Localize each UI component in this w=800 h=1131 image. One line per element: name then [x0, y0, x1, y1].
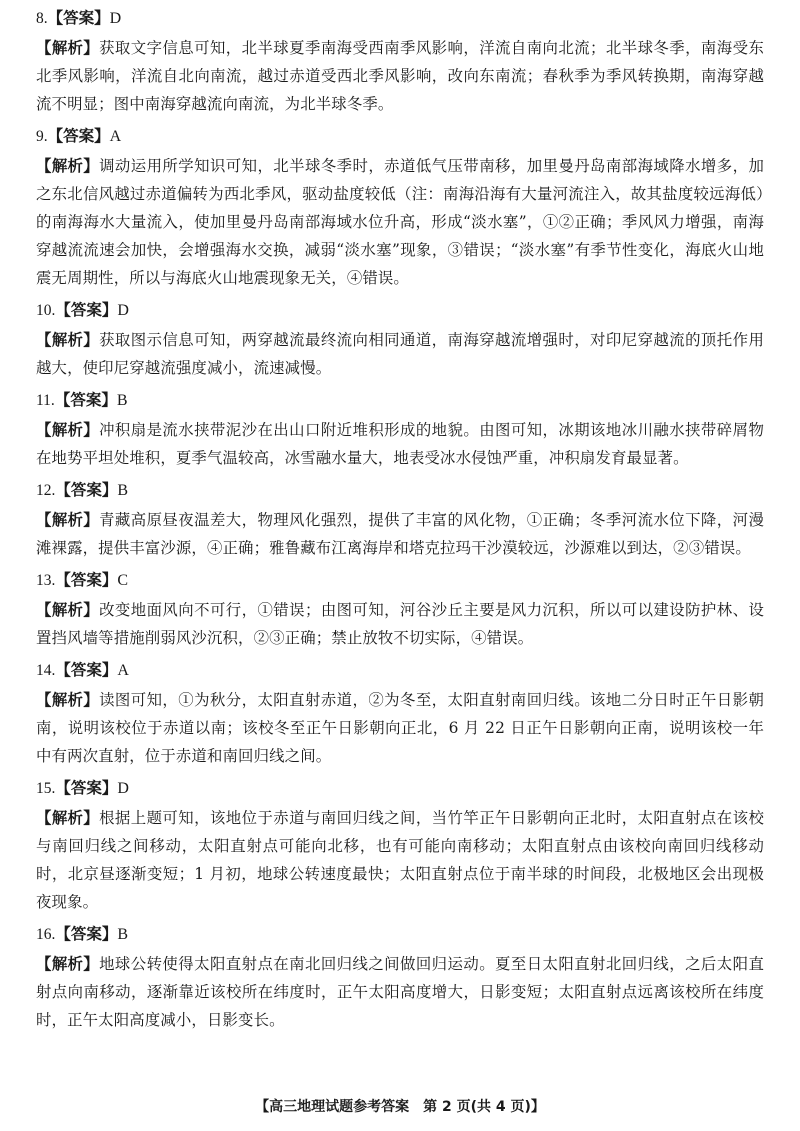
label-bracket-open: 【 [36, 955, 52, 973]
question-block-11 [36, 388, 764, 472]
label-bracket-close: 】 [83, 955, 100, 973]
answer-value: B [117, 482, 129, 499]
label-bracket-open: 【 [36, 39, 52, 57]
question-number: 11. [36, 392, 55, 409]
answer-label: 答案 [70, 391, 102, 409]
answer-line [36, 776, 764, 800]
explanation-paragraph [36, 416, 764, 472]
explanation-label: 解析 [51, 691, 84, 709]
explanation-paragraph [36, 326, 764, 382]
explanation-text: 根据上题可知，该地位于赤道与南回归线之间，当竹竿正午日影朝向正北时，太阳直射点在该校与南回归线之间移动，太阳直射点可能向北移，也有可能向南移动；太阳直射点由该校向南回归线移动时，北京昼逐渐变短；1 月初，地球公转速度最快；太阳直射点位于南半球的时间段，北极地区会出现极夜现象。 [36, 809, 764, 911]
explanation-paragraph [36, 596, 764, 652]
question-number: 14. [36, 662, 56, 679]
answer-line [36, 658, 764, 682]
explanation-paragraph [36, 152, 764, 292]
label-bracket-open: 【 [36, 157, 52, 175]
question-block-8 [36, 6, 764, 118]
question-number: 13. [36, 572, 56, 589]
answer-label: 答案 [70, 925, 102, 943]
answer-label: 答案 [63, 9, 95, 27]
answer-line [36, 568, 764, 592]
label-bracket-open: 【 [55, 925, 71, 943]
answer-line [36, 388, 764, 412]
question-block-13 [36, 568, 764, 652]
explanation-text: 读图可知，①为秋分，太阳直射赤道，②为冬至，太阳直射南回归线。该地二分日时正午日影朝南，说明该校位于赤道以南；该校冬至正午日影朝向正北，6 月 22 日正午日影朝向正南，说明该校一年中有两次直射，位于赤道和南回归线之间。 [36, 691, 764, 765]
explanation-label: 解析 [51, 955, 84, 973]
explanation-text: 地球公转使得太阳直射点在南北回归线之间做回归运动。夏至日太阳直射北回归线，之后太阳直射点向南移动，逐渐靠近该校所在纬度时，正午太阳高度增大，日影变短；太阳直射点远离该校所在纬度时，正午太阳高度减小，日影变长。 [36, 955, 764, 1029]
question-block-14 [36, 658, 764, 770]
explanation-text: 改变地面风向不可行，①错误；由图可知，河谷沙丘主要是风力沉积，所以可以建设防护林、设置挡风墙等措施削弱风沙沉积，②③正确；禁止放牧不切实际，④错误。 [36, 601, 764, 647]
answer-line [36, 922, 764, 946]
question-number: 12. [36, 482, 56, 499]
label-bracket-open: 【 [36, 331, 52, 349]
question-block-12 [36, 478, 764, 562]
label-bracket-close: 】 [83, 511, 100, 529]
question-number: 10. [36, 302, 56, 319]
label-bracket-close: 】 [83, 331, 100, 349]
explanation-label: 解析 [51, 331, 84, 349]
explanation-paragraph [36, 950, 764, 1034]
answer-value: D [109, 10, 122, 27]
answer-label: 答案 [70, 661, 102, 679]
explanation-text: 获取文字信息可知，北半球夏季南海受西南季风影响，洋流自南向北流；北半球冬季，南海受东北季风影响，洋流自北向南流，越过赤道受西北季风影响，改向东南流；春秋季为季风转换期，南海穿越流不明显；图中南海穿越流向南流，为北半球冬季。 [36, 39, 764, 113]
answer-label: 答案 [70, 779, 102, 797]
answer-label: 答案 [63, 127, 95, 145]
explanation-text: 冲积扇是流水挟带泥沙在出山口附近堆积形成的地貌。由图可知，冰期该地冰川融水挟带碎屑物在地势平坦处堆积，夏季气温较高，冰雪融水量大，地表受冰水侵蚀严重，冲积扇发育最显著。 [36, 421, 764, 467]
label-bracket-open: 【 [36, 601, 52, 619]
answer-value: A [109, 128, 122, 145]
label-bracket-close: 】 [101, 925, 118, 943]
label-bracket-open: 【 [55, 301, 71, 319]
answer-value: B [116, 392, 128, 409]
label-bracket-close: 】 [83, 809, 100, 827]
explanation-label: 解析 [51, 601, 84, 619]
label-bracket-close: 】 [83, 601, 100, 619]
label-bracket-close: 】 [101, 391, 117, 409]
label-bracket-close: 】 [101, 571, 118, 589]
page-footer: 【高三地理试题参考答案 第 2 页(共 4 页)】 [255, 1099, 545, 1115]
label-bracket-open: 【 [54, 391, 71, 409]
explanation-paragraph [36, 804, 764, 916]
question-block-15 [36, 776, 764, 916]
label-bracket-close: 】 [101, 661, 118, 679]
answer-label: 答案 [70, 571, 102, 589]
answer-line [36, 6, 764, 30]
question-block-16 [36, 922, 764, 1034]
question-block-10 [36, 298, 764, 382]
label-bracket-close: 】 [94, 9, 110, 27]
label-bracket-close: 】 [83, 157, 100, 175]
label-bracket-close: 】 [83, 39, 100, 57]
answer-list [36, 6, 764, 1040]
answer-line [36, 478, 764, 502]
answer-value: A [117, 662, 129, 679]
question-number: 15. [36, 780, 56, 797]
label-bracket-close: 】 [83, 421, 100, 439]
answer-label: 答案 [70, 301, 102, 319]
label-bracket-open: 【 [36, 511, 52, 529]
answer-line [36, 124, 764, 148]
label-bracket-open: 【 [36, 809, 52, 827]
label-bracket-open: 【 [36, 691, 52, 709]
explanation-label: 解析 [51, 511, 84, 529]
explanation-paragraph [36, 686, 764, 770]
question-block-9 [36, 124, 764, 292]
explanation-label: 解析 [51, 157, 84, 175]
explanation-label: 解析 [51, 421, 84, 439]
answer-value: D [117, 302, 129, 319]
label-bracket-open: 【 [55, 571, 71, 589]
label-bracket-open: 【 [55, 779, 71, 797]
label-bracket-open: 【 [47, 127, 64, 145]
label-bracket-open: 【 [36, 421, 52, 439]
explanation-paragraph [36, 34, 764, 118]
explanation-text: 青藏高原昼夜温差大，物理风化强烈，提供了丰富的风化物，①正确；冬季河流水位下降，河漫滩裸露，提供丰富沙源，④正确；雅鲁藏布江离海岸和塔克拉玛干沙漠较远，沙源难以到达，②③错误。 [36, 511, 764, 557]
explanation-label: 解析 [51, 809, 84, 827]
label-bracket-open: 【 [55, 661, 71, 679]
label-bracket-close: 】 [94, 127, 110, 145]
answer-value: C [117, 572, 129, 589]
answer-value: D [117, 780, 129, 797]
explanation-paragraph [36, 506, 764, 562]
question-number: 8. [36, 10, 48, 27]
label-bracket-open: 【 [55, 481, 71, 499]
explanation-label: 解析 [51, 39, 84, 57]
explanation-text: 调动运用所学知识可知，北半球冬季时，赤道低气压带南移，加里曼丹岛南部海域降水增多，加之东北信风越过赤道偏转为西北季风，驱动盐度较低（注：南海沿海有大量河流注入，故其盐度较远海低）的南海海水大量流入，使加里曼丹岛南部海域水位升高，形成“淡水塞”，①②正确；季风风力增强，南海穿越流流速会加快，会增强海水交换，减弱“淡水塞”现象，③错误；“淡水塞”有季节性变化，海底火山地震无周期性，所以与海底火山地震现象无关，④错误。 [36, 157, 764, 287]
answer-line [36, 298, 764, 322]
question-number: 9. [36, 128, 48, 145]
explanation-text: 获取图示信息可知，两穿越流最终流向相同通道，南海穿越流增强时，对印尼穿越流的顶托作用越大，使印尼穿越流强度减小，流速减慢。 [36, 331, 764, 377]
question-number: 16. [36, 926, 56, 943]
label-bracket-close: 】 [83, 691, 100, 709]
label-bracket-close: 】 [101, 779, 118, 797]
label-bracket-open: 【 [47, 9, 64, 27]
answer-value: B [117, 926, 129, 943]
label-bracket-close: 】 [101, 301, 118, 319]
answer-label: 答案 [70, 481, 102, 499]
label-bracket-close: 】 [101, 481, 118, 499]
